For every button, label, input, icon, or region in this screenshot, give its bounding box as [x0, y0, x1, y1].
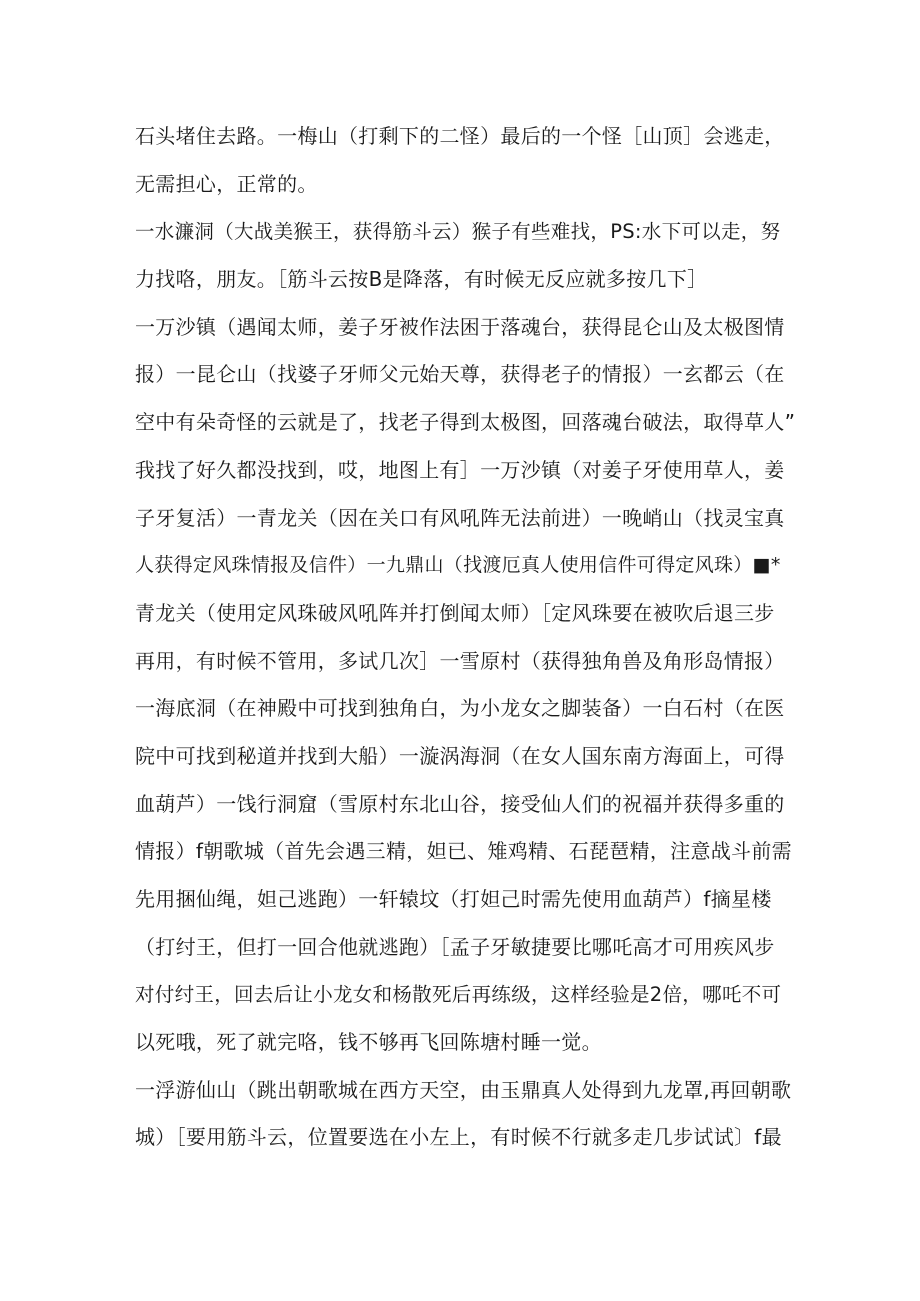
text-line: 一水濂洞（大战美猴王，获得筋斗云）猴子有些难找，PS:水下可以走，努: [135, 220, 781, 244]
text-line: 再用，有时候不管用，多试几次］一雪原村（获得独角兽及角形岛情报）: [135, 648, 785, 673]
text-line: 院中可找到秘道并找到大船）一漩涡海洞（在女人国东南方海面上，可得: [135, 743, 785, 768]
text-line: （打纣王，但打一回合他就逃跑）［孟子牙敏捷要比哪吒高才可用疾风步: [135, 934, 775, 959]
text-line: 青龙关（使用定风珠破风吼阵并打倒闻太师）［定风珠要在被吹后退三步: [135, 600, 775, 625]
text-line: 报）一昆仑山（找婆子牙师父元始天尊，获得老子的情报）一玄都云（在: [135, 362, 785, 387]
text-line: 子牙复活）一青龙关（因在关口有风吼阵无法前进）一晚峭山（找灵宝真: [135, 505, 785, 530]
text-line: 先用捆仙绳，妲己逃跑）一轩辕坟（打妲己时需先使用血葫芦）f摘星楼: [135, 887, 772, 911]
text-line: 以死哦，死了就完咯，钱不够再飞回陈塘村睡一觉。: [135, 1030, 602, 1055]
text-line: 情报）f朝歌城（首先会遇三精，妲已、雉鸡精、石琵琶精，注意战斗前需: [135, 839, 792, 864]
text-line: 一浮游仙山（跳出朝歌城在西方天空，由玉鼎真人处得到九龙罩,再回朝歌: [135, 1077, 792, 1102]
text-line: 一海底洞（在神殿中可找到独角白，为小龙女之脚装备）一白石村（在医: [135, 696, 785, 721]
text-line: 人获得定风珠情报及信件）一九鼎山（找渡厄真人使用信件可得定风珠）■*: [135, 554, 781, 577]
text-line: 力找咯，朋友。［筋斗云按B是降落，有时候无反应就多按几下］: [135, 267, 708, 292]
text-line: 无需担心，正常的。: [135, 171, 318, 196]
text-line: 血葫芦）一饯行洞窟（雪原村东北山谷，接受仙人们的祝福并获得多重的: [135, 791, 785, 816]
text-line: 一万沙镇（遇闻太师，姜子牙被作法困于落魂台，获得昆仑山及太极图情: [135, 314, 785, 339]
text-line: 空中有朵奇怪的云就是了，找老子得到太极图，回落魂台破法，取得草人”: [135, 410, 796, 435]
document-body: [135, 113, 795, 1162]
text-line: 石头堵住去路。一梅山（打剩下的二怪）最后的一个怪［山顶］会逃走，: [135, 124, 785, 148]
text-line: 城）［要用筋斗云，位置要选在小左上，有时候不行就多走几步试试〕f最: [135, 1125, 782, 1150]
text-line: 对付纣王，回去后让小龙女和杨散死后再练级，这样经验是2倍，哪吒不可: [135, 983, 782, 1007]
text-line: 我找了好久都没找到，哎，地图上有］一万沙镇（对姜子牙使用草人，姜: [135, 457, 785, 482]
